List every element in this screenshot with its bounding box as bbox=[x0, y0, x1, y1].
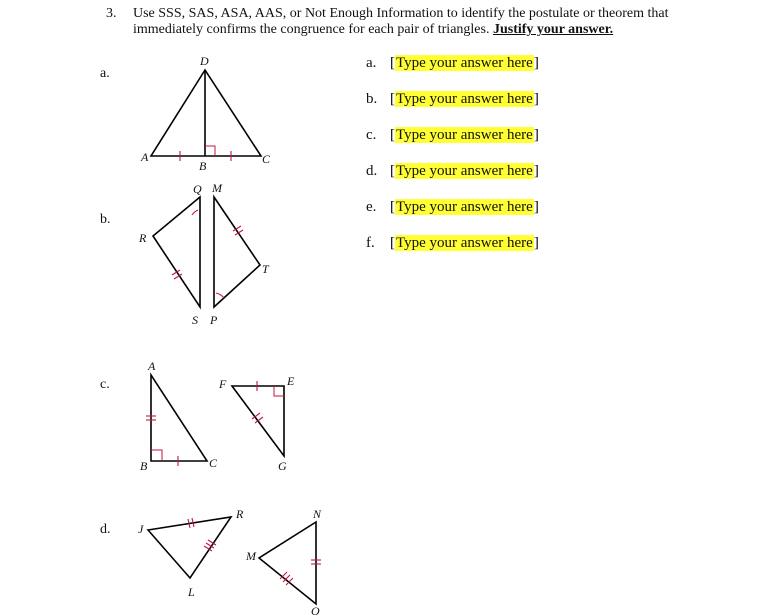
part-label-a: a. bbox=[100, 66, 110, 81]
bracket-open: [ bbox=[390, 163, 395, 179]
label-d-N: N bbox=[313, 507, 322, 521]
bracket-close: ] bbox=[533, 163, 539, 179]
label-a-A: A bbox=[141, 150, 149, 164]
answer-field-f[interactable]: Type your answer here bbox=[396, 235, 533, 251]
bracket-open: [ bbox=[390, 55, 395, 71]
bracket-open: [ bbox=[390, 199, 395, 215]
answer-field-e[interactable]: Type your answer here bbox=[396, 199, 533, 215]
label-d-L: L bbox=[188, 585, 195, 599]
label-d-M: M bbox=[246, 549, 256, 563]
answer-letter: f. bbox=[366, 235, 375, 251]
answer-letter: b. bbox=[366, 91, 378, 107]
answer-field-a[interactable]: Type your answer here bbox=[396, 55, 533, 71]
bracket-close: ] bbox=[533, 127, 539, 143]
answer-letter: e. bbox=[366, 199, 377, 215]
part-label-d: d. bbox=[100, 522, 111, 537]
triangle-abc bbox=[151, 375, 207, 461]
answer-field-c[interactable]: Type your answer here bbox=[396, 127, 533, 143]
label-d-O: O bbox=[311, 604, 320, 615]
figure-c bbox=[140, 359, 295, 473]
question-line-2-text: immediately confirms the congruence for each pair of triangles. bbox=[133, 22, 493, 37]
bracket-close: ] bbox=[533, 199, 539, 215]
answer-letter: c. bbox=[366, 127, 377, 143]
label-a-C: C bbox=[262, 152, 271, 166]
question-line-1: Use SSS, SAS, ASA, AAS, or Not Enough Information to identify the postulate or theorem that bbox=[133, 6, 669, 21]
label-c-E: E bbox=[287, 374, 295, 388]
answer-letter: d. bbox=[366, 163, 378, 179]
label-c-C: C bbox=[209, 456, 218, 470]
right-angle-mark bbox=[151, 450, 162, 461]
bracket-close: ] bbox=[533, 235, 539, 251]
answer-field-b[interactable]: Type your answer here bbox=[396, 91, 533, 107]
label-c-G: G bbox=[278, 459, 287, 473]
figure-d bbox=[138, 507, 322, 615]
label-d-R: R bbox=[236, 507, 244, 521]
right-angle-mark bbox=[274, 386, 284, 396]
label-d-J: J bbox=[138, 522, 144, 536]
label-b-T: T bbox=[262, 262, 269, 276]
angle-arc bbox=[216, 293, 224, 298]
label-a-B: B bbox=[199, 159, 207, 173]
label-b-Q: Q bbox=[193, 182, 202, 196]
label-b-S: S bbox=[192, 313, 198, 327]
bracket-open: [ bbox=[390, 127, 395, 143]
label-c-B: B bbox=[140, 459, 148, 473]
bracket-close: ] bbox=[533, 91, 539, 107]
figure-a bbox=[140, 54, 271, 173]
label-b-R: R bbox=[139, 231, 147, 245]
question-number: 3. bbox=[106, 6, 117, 21]
answer-letter: a. bbox=[366, 55, 377, 71]
triangle-mtp bbox=[214, 197, 260, 307]
label-b-M: M bbox=[212, 181, 222, 195]
triangle-dac bbox=[151, 70, 261, 156]
justify-instruction: Justify your answer. bbox=[492, 22, 614, 37]
label-a-D: D bbox=[200, 54, 209, 68]
figure-b bbox=[138, 181, 270, 327]
part-label-b: b. bbox=[100, 212, 111, 227]
bracket-open: [ bbox=[390, 235, 395, 251]
part-label-c: c. bbox=[100, 377, 110, 392]
angle-arc bbox=[192, 210, 198, 215]
triangle-nmo bbox=[259, 522, 316, 604]
label-c-F: F bbox=[219, 377, 227, 391]
answer-field-d[interactable]: Type your answer here bbox=[396, 163, 533, 179]
right-angle-mark bbox=[205, 146, 215, 156]
bracket-open: [ bbox=[390, 91, 395, 107]
label-c-A: A bbox=[148, 359, 156, 373]
label-b-P: P bbox=[210, 313, 218, 327]
bracket-close: ] bbox=[533, 55, 539, 71]
